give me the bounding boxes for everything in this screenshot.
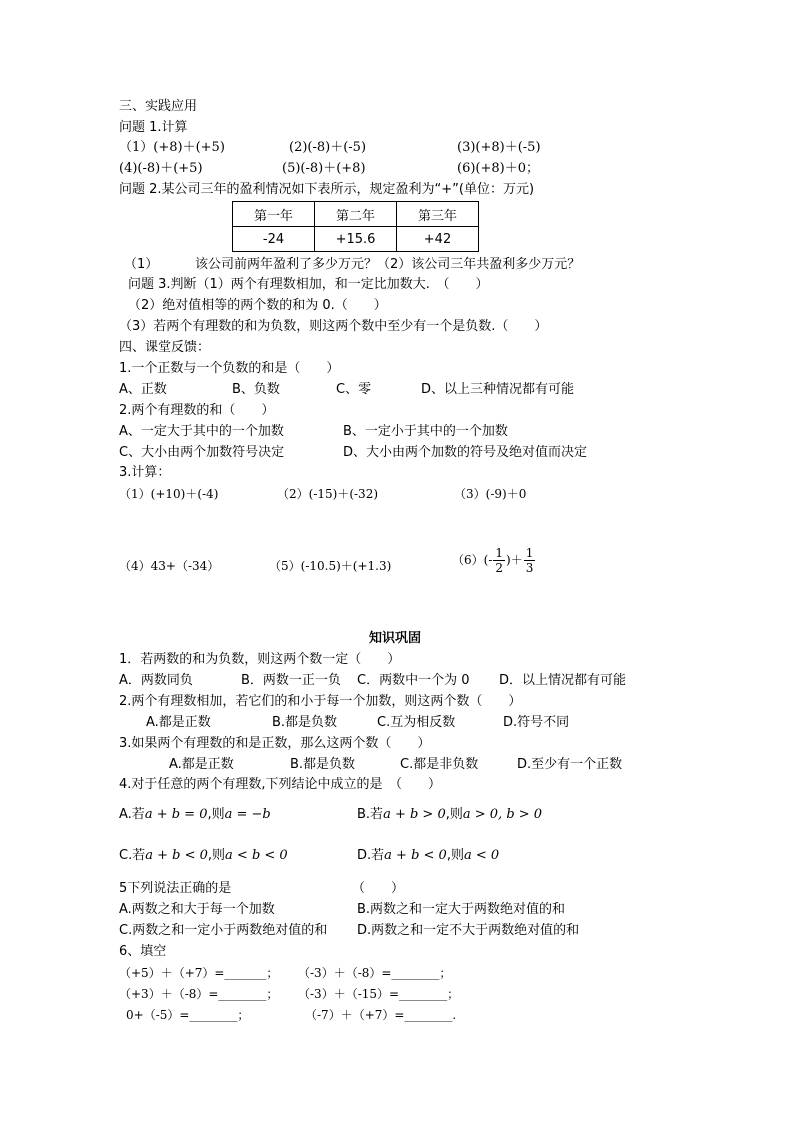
p3-item-1: （1）(+10)＋(-4) [119,487,219,501]
fill-blank-1: （+5）＋（+7）=_______； [119,966,279,980]
k4-question: 4.对于任意的两个有理数,下列结论中成立的是 （ ） [119,777,442,792]
option-then: ,则 [445,807,463,822]
k2-option-d: D.符号不同 [503,715,570,730]
p3-item-3: （3）(-9)＋0 [454,487,527,501]
k2-question: 2.两个有理数相加，若它们的和小于每一个加数，则这两个数（ ） [119,694,522,709]
k4-option-b [357,806,542,824]
p3-question: 3.计算： [119,465,171,480]
p1-option-a: A、正数 [119,382,167,397]
q3-title: 问题 3.判断（1）两个有理数相加，和一定比加数大. （ ） [128,277,489,292]
p1-option-d: D、以上三种情况都有可能 [421,382,575,397]
section-4-title: 四、课堂反馈： [119,340,211,355]
q3-sub-3: （3）若两个有理数的和为负数，则这两个数中至少有一个是负数.（ ） [119,319,548,334]
p1-option-b: B、负数 [232,382,280,397]
k6-title: 6、填空 [119,944,167,959]
q1-item-5: (5)(-8)＋(+8) [282,161,366,176]
fill-blank-3: （+3）＋（-8）=________； [119,987,279,1001]
p2-option-b: B、一定小于其中的一个加数 [343,424,508,439]
q1-item-2: (2)(-8)＋(-5) [289,140,367,155]
k3-question: 3.如果两个有理数的和是正数，那么这两个数（ ） [119,736,431,751]
math-expression: a + b > 0 [383,807,446,822]
p2-option-d: D、大小由两个加数的符号及绝对值而决定 [343,445,588,460]
k5-question: 5下列说法正确的是 [119,881,232,896]
p2-option-a: A、一定大于其中的一个加数 [119,424,284,439]
option-prefix: D.若 [357,848,385,863]
p3-item-6-mid: )＋ [506,553,523,567]
table-header-year2: 第二年 [315,202,397,227]
section-3-title: 三、实践应用 [119,99,198,114]
option-then: ,则 [207,807,225,822]
p3-item-4: （4）43+（-34） [119,559,220,573]
p3-item-2: （2）(-15)＋(-32) [277,487,379,501]
k2-option-a: A.都是正数 [146,715,211,730]
math-expression: a + b = 0 [144,807,208,822]
k1-question: 1．若两数的和为负数，则这两个数一定（ ） [119,652,401,667]
p2-question: 2.两个有理数的和（ ） [119,403,275,418]
table-value-year1: -24 [233,227,315,252]
k5-option-a: A.两数之和大于每一个加数 [119,902,275,917]
math-expression: a + b < 0 [145,848,208,863]
fraction-numerator: 1 [495,546,504,560]
fraction-one-third [524,546,536,575]
fraction-denominator: 2 [495,561,504,575]
k1-option-d: D．以上情况都有可能 [499,673,627,688]
fill-blank-5: 0+（-5）=________； [126,1008,250,1022]
math-expression: a > 0, b > 0 [462,807,543,822]
k3-option-d: D.至少有一个正数 [517,757,623,772]
fill-blank-2: （-3）＋（-8）=________； [298,966,452,980]
fraction-one-half [493,546,505,575]
k5-option-c: C.两数之和一定小于两数绝对值的和 [119,923,328,938]
math-expression: a < 0 [463,848,500,863]
profit-table [232,201,479,252]
p3-item-6 [452,545,536,575]
p1-option-c: C、零 [336,382,372,397]
k2-option-c: C.互为相反数 [377,715,456,730]
math-expression: a + b < 0 [384,848,447,863]
math-expression: a = −b [224,807,271,822]
q2-title: 问题 2.某公司三年的盈利情况如下表所示，规定盈利为“+”(单位：万元) [119,182,535,197]
k4-option-c [119,847,288,865]
option-then: ,则 [207,848,226,863]
fraction-numerator: 1 [525,546,534,560]
k3-option-b: B.都是负数 [290,757,356,772]
k3-option-a: A.都是正数 [169,757,234,772]
q1-item-1: （1）(+8)＋(+5) [119,140,225,155]
k5-answer-paren: （ ） [352,881,405,896]
k4-option-d [357,847,499,865]
k3-option-c: C.都是非负数 [400,757,479,772]
consolidation-title: 知识巩固 [369,631,422,646]
option-prefix: A.若 [119,807,145,822]
q3-sub-2: （2）绝对值相等的两个数的和为 0.（ ） [128,298,387,313]
p3-item-6-prefix: （6）(- [452,553,493,567]
k2-option-b: B.都是负数 [272,715,338,730]
q1-item-4: (4)(-8)＋(+5) [119,161,203,176]
table-header-year1: 第一年 [233,202,315,227]
k4-option-a [119,806,271,824]
q2-sub-text: 该公司前两年盈利了多少万元？（2）该公司三年共盈利多少万元？ [195,257,581,272]
fill-blank-4: （-3）＋（-15）=________； [298,987,460,1001]
fraction-denominator: 3 [525,561,534,575]
k1-option-c: C．两数中一个为 0 [357,673,470,688]
p1-question: 1.一个正数与一个负数的和是（ ） [119,361,340,376]
p3-item-5: （5）(-10.5)＋(+1.3) [269,559,392,573]
option-prefix: C.若 [119,848,146,863]
table-value-year2: +15.6 [315,227,397,252]
fill-blank-6: （-7）＋（+7）=________. [305,1008,457,1022]
p2-option-c: C、大小由两个加数符号决定 [119,445,285,460]
math-expression: a < b < 0 [225,848,288,863]
table-value-year3: +42 [397,227,479,252]
table-header-year3: 第三年 [397,202,479,227]
q2-sub-label: （1） [124,257,159,272]
option-prefix: B.若 [357,807,384,822]
q1-item-3: (3)(+8)＋(-5) [457,140,541,155]
k1-option-b: B．两数一正一负 [241,673,341,688]
q1-title: 问题 1.计算 [119,120,188,135]
k5-option-d: D.两数之和一定不大于两数绝对值的和 [357,923,580,938]
q1-item-6: (6)(+8)＋0； [457,161,539,176]
option-then: ,则 [446,848,464,863]
k5-option-b: B.两数之和一定大于两数绝对值的和 [357,902,566,917]
k1-option-a: A．两数同负 [119,673,193,688]
